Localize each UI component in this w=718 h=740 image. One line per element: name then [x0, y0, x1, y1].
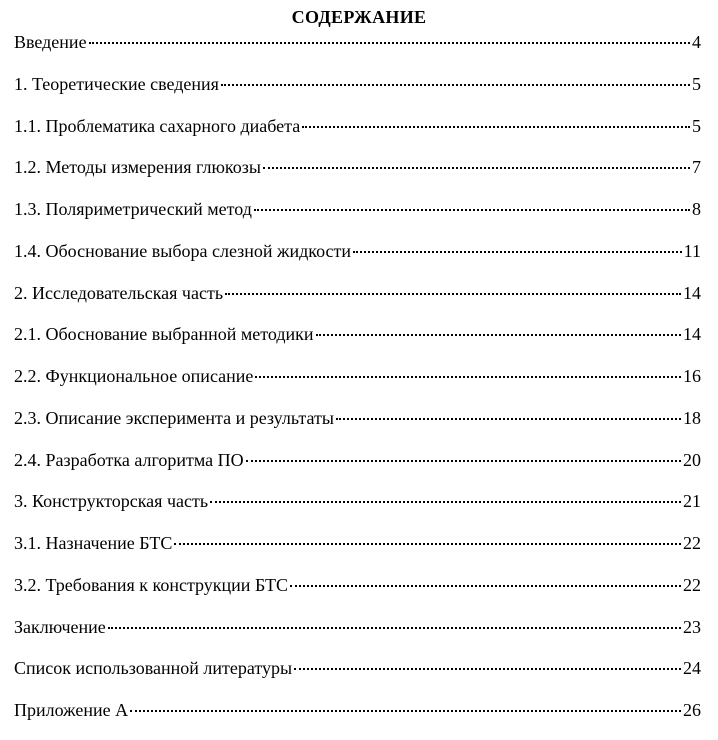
dot-leader [210, 501, 681, 503]
toc-entry-label: 3.1. Назначение БТС [14, 533, 173, 553]
dot-leader [263, 167, 690, 169]
toc-entry [14, 364, 701, 406]
toc-entry-page: 23 [683, 616, 701, 637]
dot-leader [336, 418, 681, 420]
dot-leader [290, 585, 681, 587]
dot-leader [89, 42, 690, 44]
toc-entry-page: 22 [683, 574, 701, 595]
dot-leader [174, 543, 681, 545]
toc-entry-page: 24 [683, 658, 701, 679]
toc-entry-label: 2.4. Разработка алгоритма ПО [14, 449, 244, 470]
toc-entry-page: 22 [683, 533, 701, 553]
dot-leader [221, 84, 690, 86]
dot-leader [316, 334, 681, 336]
toc-entry-page: 7 [692, 157, 701, 178]
toc-entry-label: 1.3. Поляриметрический метод [14, 199, 252, 219]
toc-entry-page: 14 [683, 324, 701, 345]
toc-entry-label: Приложение А [14, 700, 129, 720]
toc-entry-page: 5 [692, 115, 701, 136]
dot-leader [255, 376, 681, 378]
toc-entry [14, 489, 701, 531]
toc-entry-page: 14 [683, 282, 701, 303]
toc-entry-label: 2.1. Обоснование выбранной методики [14, 324, 314, 345]
dot-leader [130, 710, 681, 712]
toc-entry-label: 1.2. Методы измерения глюкозы [14, 157, 261, 178]
toc-entry-label: 1.4. Обоснование выбора слезной жидкости [14, 240, 352, 261]
toc-entry-label: 3.2. Требования к конструкции БТС [14, 574, 289, 595]
toc-entry [14, 615, 701, 657]
dot-leader [353, 251, 682, 253]
toc-entry-label: 1.1. Проблематика сахарного диабета [14, 115, 301, 136]
toc-entry [14, 406, 701, 448]
toc-entry-label: 2. Исследовательская часть [14, 282, 224, 303]
toc-entry [14, 322, 701, 364]
toc-entry-label: 2.3. Описание эксперимента и результаты [14, 407, 334, 428]
toc-entry-page: 21 [683, 491, 701, 512]
toc-entry-page: 16 [683, 366, 701, 386]
dot-leader [254, 209, 690, 211]
toc-entry-page: 18 [683, 407, 701, 428]
toc-entry-label: 2.2. Функциональное описание [14, 366, 254, 386]
toc-entry-label: Заключение [14, 616, 106, 637]
toc-entry-page: 4 [692, 32, 701, 52]
toc-entry [14, 114, 701, 156]
toc-entry-label: Список использованной литературы [14, 658, 293, 679]
toc-entry [14, 573, 701, 615]
toc-entry [14, 155, 701, 197]
toc-entry-page: 26 [683, 700, 701, 720]
toc-entry [14, 531, 701, 573]
dot-leader [294, 668, 681, 670]
toc-list [14, 30, 701, 740]
dot-leader [225, 293, 681, 295]
toc-entry [14, 281, 701, 323]
toc-entry [14, 656, 701, 698]
toc-entry [14, 30, 701, 72]
toc-entry [14, 72, 701, 114]
toc-entry-page: 11 [683, 240, 701, 261]
toc-entry [14, 239, 701, 281]
toc-title: СОДЕРЖАНИЕ [291, 7, 427, 27]
toc-entry [14, 197, 701, 239]
dot-leader [108, 627, 681, 629]
toc-entry-label: Введение [14, 32, 87, 52]
toc-entry [14, 698, 701, 740]
dot-leader [246, 460, 681, 462]
toc-entry-label: 1. Теоретические сведения [14, 73, 219, 94]
toc-entry-page: 5 [692, 73, 701, 94]
toc-entry [14, 448, 701, 490]
toc-entry-page: 8 [692, 199, 701, 219]
dot-leader [302, 126, 690, 128]
toc-entry-label: 3. Конструкторская часть [14, 491, 209, 512]
toc-entry-page: 20 [683, 449, 701, 470]
